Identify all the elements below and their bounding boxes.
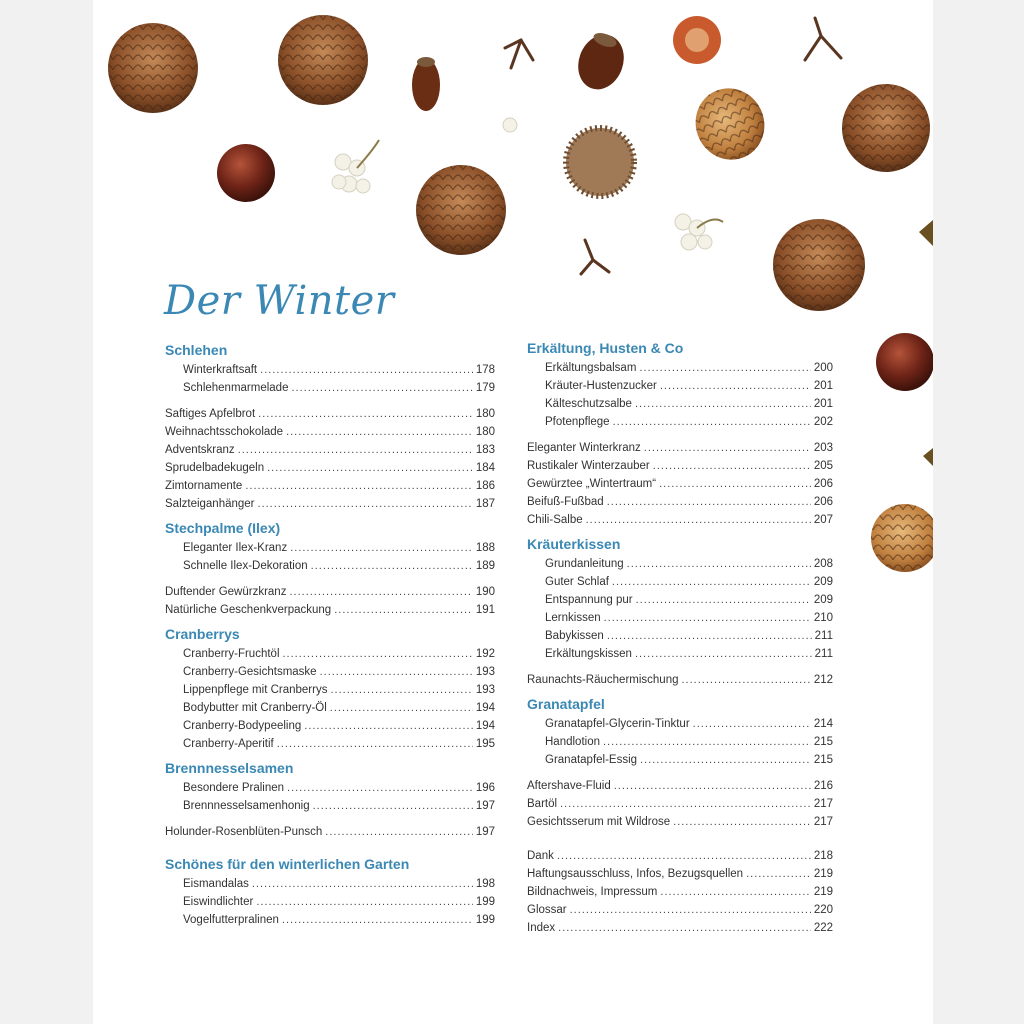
dot-leader bbox=[289, 583, 472, 601]
chestnut-decoration bbox=[217, 144, 275, 202]
dot-leader bbox=[558, 919, 811, 937]
dot-leader bbox=[256, 893, 473, 911]
toc-entry-label: Cranberry-Bodypeeling bbox=[183, 720, 302, 732]
toc-entry-label: Gesichtsserum mit Wildrose bbox=[527, 816, 671, 828]
toc-page-number: 209 bbox=[813, 576, 833, 588]
toc-entry-label: Holunder-Rosenblüten-Punsch bbox=[165, 826, 323, 838]
dot-leader bbox=[604, 609, 811, 627]
toc-page-number: 193 bbox=[475, 684, 495, 696]
toc-section-heading: Schönes für den winterlichen Garten bbox=[165, 856, 410, 872]
toc-entry[interactable] bbox=[165, 601, 495, 619]
spacer bbox=[527, 431, 833, 439]
toc-page-number: 211 bbox=[814, 648, 833, 660]
toc-page-number: 209 bbox=[813, 594, 833, 606]
dot-leader bbox=[693, 715, 811, 733]
dot-leader bbox=[603, 733, 811, 751]
toc-entry[interactable] bbox=[527, 883, 833, 901]
toc-entry-label: Weihnachtsschokolade bbox=[165, 426, 284, 438]
toc-subentry[interactable] bbox=[527, 627, 833, 645]
dot-leader bbox=[267, 459, 473, 477]
dot-leader bbox=[644, 439, 811, 457]
dot-leader bbox=[560, 795, 811, 813]
page-title: Der Winter bbox=[164, 278, 395, 324]
toc-entry-label: Adventskranz bbox=[165, 444, 235, 456]
spacer bbox=[165, 575, 495, 583]
toc-entry-label: Brennnesselsamenhonig bbox=[183, 800, 310, 812]
toc-subentry[interactable] bbox=[165, 681, 495, 699]
dot-leader bbox=[304, 717, 473, 735]
toc-page-number: 201 bbox=[813, 380, 833, 392]
spacer bbox=[165, 841, 495, 849]
spacer bbox=[527, 831, 833, 847]
dot-leader bbox=[260, 361, 473, 379]
toc-entry-label: Cranberry-Gesichtsmaske bbox=[183, 666, 317, 678]
toc-entry[interactable] bbox=[165, 459, 495, 477]
toc-entry-label: Schnelle Ilex-Dekoration bbox=[183, 560, 308, 572]
dot-leader bbox=[286, 423, 473, 441]
toc-entry[interactable] bbox=[527, 671, 833, 689]
toc-entry-label: Winterkraftsaft bbox=[183, 364, 258, 376]
toc-subentry[interactable] bbox=[165, 663, 495, 681]
toc-subentry[interactable] bbox=[165, 797, 495, 815]
dot-leader bbox=[258, 405, 473, 423]
toc-page-number: 184 bbox=[475, 462, 495, 474]
toc-entry[interactable] bbox=[527, 777, 833, 795]
toc-entry-label: Erkältungskissen bbox=[545, 648, 632, 660]
toc-subentry[interactable] bbox=[165, 779, 495, 797]
toc-entry[interactable] bbox=[527, 919, 833, 937]
toc-page-number: 179 bbox=[475, 382, 495, 394]
toc-page-number: 207 bbox=[813, 514, 833, 526]
toc-subentry[interactable] bbox=[165, 717, 495, 735]
dot-leader bbox=[636, 591, 811, 609]
dot-leader bbox=[660, 883, 810, 901]
dot-leader bbox=[245, 477, 472, 495]
toc-entry-label: Eismandalas bbox=[183, 878, 249, 890]
toc-page-number: 210 bbox=[813, 612, 833, 624]
spacer bbox=[527, 663, 833, 671]
toc-page-number: 197 bbox=[475, 800, 495, 812]
toc-page-number: 178 bbox=[475, 364, 495, 376]
toc-page-number: 217 bbox=[813, 816, 833, 828]
toc-entry-label: Grundanleitung bbox=[545, 558, 624, 570]
toc-page-number: 202 bbox=[813, 416, 833, 428]
toc-section-heading: Kräuterkissen bbox=[527, 536, 621, 552]
toc-section-heading: Cranberrys bbox=[165, 626, 240, 642]
toc-entry[interactable] bbox=[165, 441, 495, 459]
toc-page-number: 186 bbox=[475, 480, 495, 492]
pine-cone-decoration bbox=[842, 84, 930, 172]
dot-leader bbox=[640, 751, 811, 769]
toc-page-number: 219 bbox=[813, 886, 833, 898]
dot-leader bbox=[334, 601, 473, 619]
toc-page-number: 203 bbox=[813, 442, 833, 454]
toc-subentry[interactable] bbox=[527, 715, 833, 733]
pine-cone-decoration bbox=[684, 77, 776, 171]
toc-page-number: 215 bbox=[813, 736, 833, 748]
dot-leader bbox=[607, 627, 812, 645]
dot-leader bbox=[612, 573, 811, 591]
toc-entry[interactable] bbox=[165, 823, 495, 841]
toc-entry-label: Kälteschutzsalbe bbox=[545, 398, 632, 410]
toc-subentry[interactable] bbox=[165, 361, 495, 379]
toc-page-number: 190 bbox=[475, 586, 495, 598]
toc-entry-label: Glossar bbox=[527, 904, 567, 916]
toc-page-number: 212 bbox=[813, 674, 833, 686]
toc-subentry[interactable] bbox=[165, 645, 495, 663]
toc-entry-label: Saftiges Apfelbrot bbox=[165, 408, 256, 420]
toc-subentry[interactable] bbox=[165, 539, 495, 557]
dot-leader bbox=[682, 671, 811, 689]
dot-leader bbox=[313, 797, 473, 815]
toc-entry-label: Cranberry-Aperitif bbox=[183, 738, 274, 750]
toc-entry[interactable] bbox=[527, 901, 833, 919]
toc-page-number: 196 bbox=[475, 782, 495, 794]
toc-entry[interactable] bbox=[527, 439, 833, 457]
toc-subentry[interactable] bbox=[527, 359, 833, 377]
toc-page-number: 215 bbox=[813, 754, 833, 766]
toc-entry-label: Eiswindlichter bbox=[183, 896, 254, 908]
dot-leader bbox=[311, 557, 473, 575]
toc-page-number: 217 bbox=[813, 798, 833, 810]
dot-leader bbox=[283, 645, 473, 663]
toc-subentry[interactable] bbox=[527, 573, 833, 591]
toc-subentry[interactable] bbox=[165, 735, 495, 753]
toc-entry[interactable] bbox=[165, 583, 495, 601]
dot-leader bbox=[673, 813, 811, 831]
toc-entry[interactable] bbox=[165, 495, 495, 513]
toc-entry-label: Erkältungsbalsam bbox=[545, 362, 637, 374]
toc-entry-label: Guter Schlaf bbox=[545, 576, 609, 588]
toc-entry-label: Granatapfel-Glycerin-Tinktur bbox=[545, 718, 690, 730]
toc-entry[interactable] bbox=[527, 475, 833, 493]
chestnut-decoration bbox=[876, 333, 933, 391]
toc-entry-label: Handlotion bbox=[545, 736, 600, 748]
toc-subentry[interactable] bbox=[527, 751, 833, 769]
toc-page-number: 199 bbox=[475, 896, 495, 908]
toc-entry[interactable] bbox=[527, 813, 833, 831]
toc-entry-label: Bodybutter mit Cranberry-Öl bbox=[183, 702, 327, 714]
toc-page-number: 180 bbox=[475, 408, 495, 420]
toc-subentry[interactable] bbox=[165, 893, 495, 911]
toc-entry-label: Lippenpflege mit Cranberrys bbox=[183, 684, 328, 696]
dot-leader bbox=[607, 493, 811, 511]
toc-entry-label: Aftershave-Fluid bbox=[527, 780, 611, 792]
toc-section-heading: Erkältung, Husten & Co bbox=[527, 340, 684, 356]
toc-section-heading: Schlehen bbox=[165, 342, 228, 358]
dot-leader bbox=[330, 699, 473, 717]
toc-entry-label: Rustikaler Winterzauber bbox=[527, 460, 650, 472]
pine-cone-decoration bbox=[278, 15, 368, 105]
toc-page-number: 192 bbox=[475, 648, 495, 660]
toc-right-column bbox=[527, 339, 833, 937]
dot-leader bbox=[613, 413, 811, 431]
toc-entry-label: Bartöl bbox=[527, 798, 558, 810]
toc-page-number: 187 bbox=[475, 498, 495, 510]
toc-page-number: 199 bbox=[475, 914, 495, 926]
toc-page-number: 205 bbox=[813, 460, 833, 472]
toc-entry[interactable] bbox=[165, 477, 495, 495]
toc-entry[interactable] bbox=[527, 865, 833, 883]
toc-subentry[interactable] bbox=[527, 377, 833, 395]
toc-section-heading: Granatapfel bbox=[527, 696, 605, 712]
toc-subentry[interactable] bbox=[527, 413, 833, 431]
toc-subentry[interactable] bbox=[165, 699, 495, 717]
toc-entry-label: Bildnachweis, Impressum bbox=[527, 886, 658, 898]
toc-page-number: 193 bbox=[475, 666, 495, 678]
toc-subentry[interactable] bbox=[527, 591, 833, 609]
toc-page-number: 194 bbox=[475, 702, 495, 714]
toc-page-number: 188 bbox=[475, 542, 495, 554]
toc-page-number: 206 bbox=[813, 496, 833, 508]
toc-entry[interactable] bbox=[527, 511, 833, 529]
acorn-decoration bbox=[571, 28, 631, 96]
toc-entry[interactable] bbox=[165, 405, 495, 423]
toc-entry-label: Vogelfutterpralinen bbox=[183, 914, 279, 926]
dot-leader bbox=[746, 865, 811, 883]
toc-entry-label: Index bbox=[527, 922, 556, 934]
toc-entry-label: Duftender Gewürzkranz bbox=[165, 586, 287, 598]
toc-section-heading: Stechpalme (Ilex) bbox=[165, 520, 281, 536]
toc-entry[interactable] bbox=[527, 493, 833, 511]
spiky-seed-pod-decoration bbox=[566, 128, 634, 196]
dot-leader bbox=[287, 779, 473, 797]
toc-page-number: 195 bbox=[475, 738, 495, 750]
toc-entry-label: Haftungsausschluss, Infos, Bezugsquellen bbox=[527, 868, 744, 880]
toc-entry[interactable] bbox=[527, 457, 833, 475]
dot-leader bbox=[290, 539, 473, 557]
toc-entry-label: Gewürztee „Wintertraum“ bbox=[527, 478, 657, 490]
toc-subentry[interactable] bbox=[527, 609, 833, 627]
toc-entry-label: Granatapfel-Essig bbox=[545, 754, 638, 766]
dot-leader bbox=[282, 911, 473, 929]
dot-leader bbox=[258, 495, 473, 513]
dot-leader bbox=[277, 735, 473, 753]
toc-entry[interactable] bbox=[527, 795, 833, 813]
spacer bbox=[165, 397, 495, 405]
dot-leader bbox=[330, 681, 472, 699]
toc-subentry[interactable] bbox=[527, 645, 833, 663]
dot-leader bbox=[586, 511, 811, 529]
toc-page-number: 220 bbox=[813, 904, 833, 916]
dot-leader bbox=[635, 395, 811, 413]
dot-leader bbox=[570, 901, 811, 919]
toc-entry-label: Pfotenpflege bbox=[545, 416, 610, 428]
dot-leader bbox=[639, 359, 810, 377]
toc-entry-label: Salzteiganhänger bbox=[165, 498, 255, 510]
dot-leader bbox=[659, 475, 811, 493]
toc-entry-label: Entspannung pur bbox=[545, 594, 633, 606]
toc-entry-label: Raunachts-Räuchermischung bbox=[527, 674, 679, 686]
toc-page-number: 214 bbox=[813, 718, 833, 730]
toc-subentry[interactable] bbox=[165, 379, 495, 397]
toc-subentry[interactable] bbox=[165, 875, 495, 893]
toc-page-number: 189 bbox=[475, 560, 495, 572]
toc-entry-label: Natürliche Geschenkverpackung bbox=[165, 604, 332, 616]
nut-cap-decoration bbox=[673, 16, 721, 64]
toc-entry-label: Eleganter Winterkranz bbox=[527, 442, 641, 454]
toc-entry-label: Eleganter Ilex-Kranz bbox=[183, 542, 288, 554]
toc-page-number: 206 bbox=[813, 478, 833, 490]
pine-cone-decoration bbox=[416, 165, 506, 255]
toc-entry-label: Schlehenmarmelade bbox=[183, 382, 289, 394]
toc-page-number: 201 bbox=[813, 398, 833, 410]
toc-subentry[interactable] bbox=[527, 395, 833, 413]
pine-cone-decoration bbox=[773, 219, 865, 311]
dot-leader bbox=[660, 377, 811, 395]
pine-cone-decoration bbox=[108, 23, 198, 113]
dot-leader bbox=[627, 555, 811, 573]
toc-entry[interactable] bbox=[527, 847, 833, 865]
toc-entry-label: Dank bbox=[527, 850, 554, 862]
toc-page-number: 208 bbox=[813, 558, 833, 570]
toc-page-number: 194 bbox=[475, 720, 495, 732]
toc-entry-label: Lernkissen bbox=[545, 612, 601, 624]
acorn-decoration bbox=[412, 57, 440, 111]
toc-subentry[interactable] bbox=[527, 555, 833, 573]
toc-entry-label: Chili-Salbe bbox=[527, 514, 583, 526]
toc-entry[interactable] bbox=[165, 423, 495, 441]
toc-entry-label: Besondere Pralinen bbox=[183, 782, 285, 794]
dot-leader bbox=[614, 777, 811, 795]
dot-leader bbox=[320, 663, 473, 681]
toc-section-heading: Brennnesselsamen bbox=[165, 760, 294, 776]
spacer bbox=[165, 815, 495, 823]
toc-entry-label: Cranberry-Fruchtöl bbox=[183, 648, 280, 660]
toc-subentry[interactable] bbox=[165, 557, 495, 575]
toc-page-number: 219 bbox=[813, 868, 833, 880]
dot-leader bbox=[325, 823, 473, 841]
dot-leader bbox=[557, 847, 811, 865]
toc-subentry[interactable] bbox=[165, 911, 495, 929]
snowberry-decoration bbox=[332, 118, 712, 250]
toc-page-number: 198 bbox=[475, 878, 495, 890]
toc-page-number: 197 bbox=[475, 826, 495, 838]
pine-cone-decoration bbox=[871, 504, 933, 572]
toc-page-number: 218 bbox=[813, 850, 833, 862]
toc-page-number: 191 bbox=[475, 604, 495, 616]
toc-entry-label: Babykissen bbox=[545, 630, 604, 642]
spacer bbox=[527, 769, 833, 777]
berry-stem-decoration bbox=[357, 140, 723, 228]
toc-subentry[interactable] bbox=[527, 733, 833, 751]
toc-page-number: 216 bbox=[813, 780, 833, 792]
toc-page-number: 200 bbox=[813, 362, 833, 374]
toc-entry-label: Zimtornamente bbox=[165, 480, 243, 492]
toc-page-number: 183 bbox=[475, 444, 495, 456]
dot-leader bbox=[252, 875, 473, 893]
dot-leader bbox=[238, 441, 473, 459]
dot-leader bbox=[635, 645, 812, 663]
toc-entry-label: Kräuter-Hustenzucker bbox=[545, 380, 657, 392]
toc-page-number: 222 bbox=[813, 922, 833, 934]
toc-entry-label: Beifuß-Fußbad bbox=[527, 496, 604, 508]
dot-leader bbox=[653, 457, 811, 475]
toc-page-number: 211 bbox=[814, 630, 833, 642]
dot-leader bbox=[291, 379, 472, 397]
toc-left-column bbox=[165, 341, 495, 929]
toc-page-number: 180 bbox=[475, 426, 495, 438]
toc-entry-label: Sprudelbadekugeln bbox=[165, 462, 265, 474]
